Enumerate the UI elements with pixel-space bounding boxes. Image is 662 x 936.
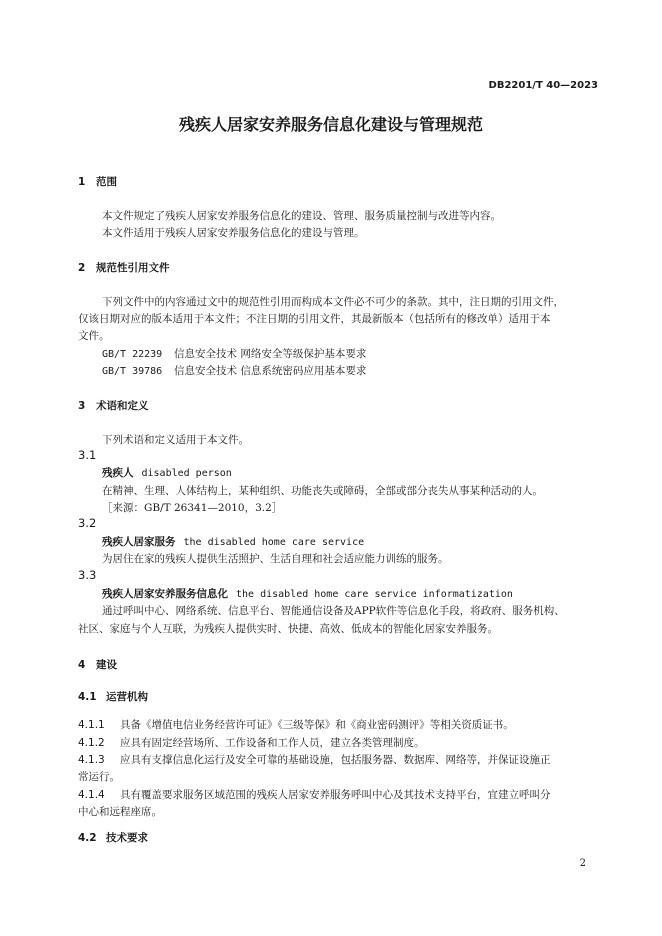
paragraph: 本文件规定了残疾人居家安养服务信息化的建设、管理、服务质量控制与改进等内容。 <box>102 210 501 222</box>
clause-number: 4.1.4 <box>78 789 105 801</box>
subsection-number: 4.2 <box>78 832 97 844</box>
section-number: 1 <box>78 176 86 188</box>
clause-continuation: 中心和远程座席。 <box>78 806 162 818</box>
section-1-heading <box>78 174 117 189</box>
term-number: 3.2 <box>78 516 97 530</box>
clause-text: 具有覆盖要求服务区域范围的残疾人居家安养服务呼叫中心及其技术支持平台，宜建立呼叫分 <box>120 789 551 801</box>
section-title: 建设 <box>96 659 117 671</box>
paragraph-line: 文件。 <box>78 330 110 342</box>
paragraph-line: 下列文件中的内容通过文中的规范性引用而构成本文件必不可少的条款。其中，注日期的引用文件， <box>102 296 564 308</box>
clause-number: 4.1.3 <box>78 754 105 766</box>
term-definition-line: 社区、家庭与个人互联，为残疾人提供实时、快捷、高效、低成本的智能化居家安养服务。 <box>78 623 498 635</box>
term-en: the disabled home care service <box>183 537 365 548</box>
paragraph-line: 仅该日期对应的版本适用于本文件；不注日期的引用文件，其最新版本（包括所有的修改单）适用于本 <box>78 313 551 325</box>
term-zh: 残疾人居家服务 <box>102 536 176 548</box>
section-number: 2 <box>78 262 86 274</box>
reference-code: GB/T 39786 <box>102 366 163 377</box>
reference-code: GB/T 22239 <box>102 349 163 360</box>
term-en: disabled person <box>141 468 232 479</box>
clause <box>78 787 551 802</box>
term-en: the disabled home care service informatization <box>236 589 513 600</box>
section-title: 范围 <box>96 176 117 188</box>
clause-number: 4.1.2 <box>78 737 105 749</box>
reference-title: 信息安全技术 信息系统密码应用基本要求 <box>174 365 367 377</box>
clause-text: 具备《增值电信业务经营许可证》《三级等保》和《商业密码测评》等相关资质证书。 <box>120 719 514 731</box>
section-title: 术语和定义 <box>96 400 149 412</box>
section-4-heading <box>78 657 117 672</box>
term-definition: 在精神、生理、人体结构上，某种组织、功能丧失或障碍，全部或部分丧失从事某种活动的人。 <box>102 485 543 497</box>
term-heading <box>102 586 513 601</box>
section-number: 4 <box>78 659 86 671</box>
reference-item <box>102 363 366 378</box>
subsection-heading <box>78 689 148 704</box>
document-number: DB2201/T 40—2023 <box>488 80 598 91</box>
clause <box>78 717 514 732</box>
clause-text: 应具有固定经营场所、工作设备和工作人员，建立各类管理制度。 <box>120 737 425 749</box>
reference-title: 信息安全技术 网络安全等级保护基本要求 <box>174 348 367 360</box>
clause <box>78 752 551 767</box>
clause-number: 4.1.1 <box>78 719 105 731</box>
term-definition-line: 通过呼叫中心、网络系统、信息平台、智能通信设备及APP软件等信息化手段，将政府、服务机构、 <box>102 605 565 617</box>
page-title: 残疾人居家安养服务信息化建设与管理规范 <box>178 115 483 134</box>
section-3-heading <box>78 398 149 413</box>
term-definition: 为居住在家的残疾人提供生活照护、生活自理和社会适应能力训练的服务。 <box>102 553 449 565</box>
paragraph: 本文件适用于残疾人居家安养服务信息化的建设与管理。 <box>102 227 365 239</box>
subsection-heading <box>78 830 148 845</box>
clause-text: 应具有支撑信息化运行及安全可靠的基础设施，包括服务器、数据库、网络等，并保证设施正 <box>120 754 551 766</box>
paragraph: 下列术语和定义适用于本文件。 <box>102 434 249 446</box>
reference-item <box>102 346 366 361</box>
subsection-title: 技术要求 <box>106 832 148 844</box>
page-number: 2 <box>579 858 586 869</box>
subsection-title: 运营机构 <box>106 691 148 703</box>
section-number: 3 <box>78 400 86 412</box>
term-zh: 残疾人居家安养服务信息化 <box>102 588 228 600</box>
term-source: ［来源：GB/T 26341—2010，3.2］ <box>102 502 283 514</box>
term-number: 3.3 <box>78 568 97 582</box>
term-zh: 残疾人 <box>102 467 134 479</box>
subsection-number: 4.1 <box>78 691 97 703</box>
section-title: 规范性引用文件 <box>96 262 170 274</box>
term-heading <box>102 465 232 480</box>
term-number: 3.1 <box>78 448 97 462</box>
term-heading <box>102 534 364 549</box>
clause <box>78 735 425 750</box>
clause-continuation: 常运行。 <box>78 771 120 783</box>
section-2-heading <box>78 260 170 275</box>
